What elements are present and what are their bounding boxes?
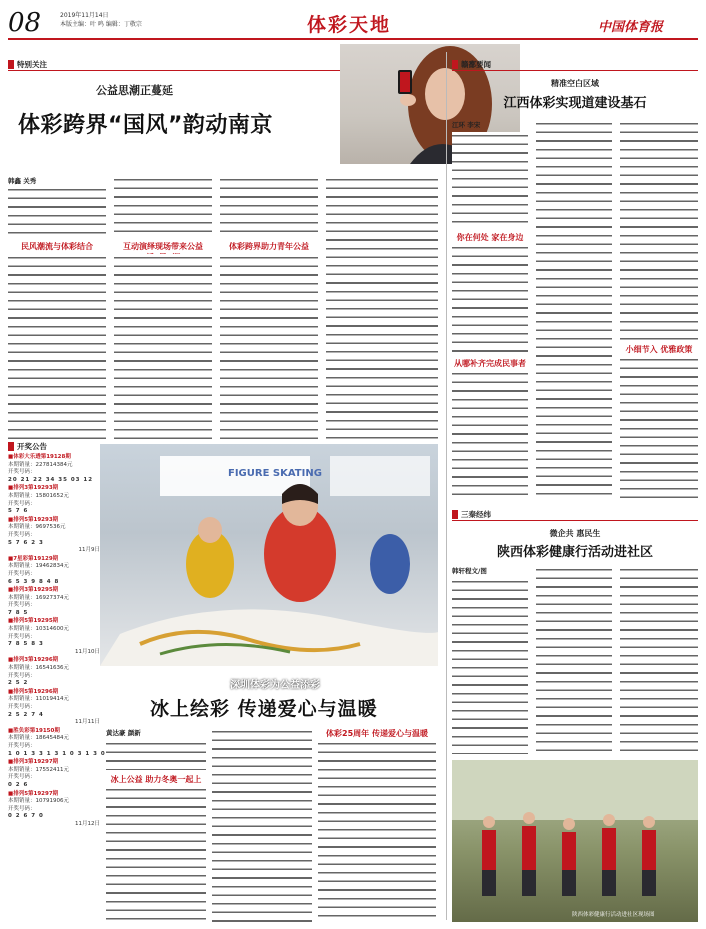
jiangxi-col3-text-a xyxy=(620,120,698,340)
nanjing-headline: 体彩跨界“国风”韵动南京 xyxy=(18,113,273,138)
jiangxi-rule xyxy=(452,70,698,71)
lottery-sales: 本期销量：16927374元 xyxy=(8,594,69,601)
lottery-block xyxy=(8,689,100,727)
lottery-numbers: 20 21 22 34 35 03 12 xyxy=(8,476,94,483)
lottery-numbers: 6 5 3 9 8 4 8 xyxy=(8,578,60,585)
nanjing-col3-text-b xyxy=(220,254,318,440)
sanqin-col2-text xyxy=(536,566,612,754)
nanjing-subhead-2: 互动演绎现场带来公益 xyxy=(123,242,203,251)
lottery-numbers-label: 开奖号码： xyxy=(8,570,36,577)
editor-line: 本版主编：叶 鸣 编辑：丁敬宗 xyxy=(60,21,142,28)
tag-special-focus: 特别关注 xyxy=(8,58,47,70)
lottery-title: ■胜负彩第19150期 xyxy=(8,727,60,734)
page-header xyxy=(0,0,706,46)
tag-lottery: 开奖公告 xyxy=(8,440,47,452)
jiangxi-byline: 江环 李宋 xyxy=(452,121,481,129)
nanjing-col1-text-a xyxy=(8,186,106,238)
lottery-block xyxy=(8,657,100,687)
lottery-date: 11月11日 xyxy=(75,719,100,726)
lottery-title: ■7星彩第19129期 xyxy=(8,555,59,562)
sanqin-photo-caption: 陕西体彩健康行活动进社区现场图 xyxy=(572,912,655,918)
sanqin-col3-text xyxy=(620,566,698,754)
lottery-numbers-label: 开奖号码： xyxy=(8,672,36,679)
lottery-title: ■排列5第19295期 xyxy=(8,618,59,625)
lottery-sales: 本期销量：16541636元 xyxy=(8,665,69,672)
lottery-block xyxy=(8,454,100,484)
lottery-sales: 本期销量：11019414元 xyxy=(8,696,69,703)
lottery-list xyxy=(8,454,106,830)
lottery-numbers-label: 开奖号码： xyxy=(8,704,36,710)
lottery-numbers: 2 5 2 7 4 xyxy=(8,711,44,718)
lottery-numbers-label: 开奖号码： xyxy=(8,742,36,749)
rink-board-text: FIGURE SKATING xyxy=(228,468,322,479)
tag-jiangxi: 赣鄱要闻 xyxy=(452,58,491,70)
jiangxi-headline: 江西体彩实现道建设基石 xyxy=(503,96,647,111)
shenzhen-col3-text xyxy=(318,740,436,922)
lottery-sales: 本期销量：10314600元 xyxy=(8,626,69,633)
sanqin-kicker: 微企共 惠民生 xyxy=(549,529,601,538)
nanjing-col3-text-a xyxy=(220,176,318,238)
lottery-numbers-label: 开奖号码： xyxy=(8,774,36,781)
page-number: 08 xyxy=(8,8,42,38)
lottery-sales: 本期销量：15801652元 xyxy=(8,492,69,499)
page-date: 2019年11月14日 xyxy=(60,12,109,19)
lottery-block xyxy=(8,517,100,555)
jiangxi-subhead-2: 从哪补齐完成民事者 xyxy=(454,359,526,368)
lottery-block xyxy=(8,485,100,515)
nanjing-col4-text xyxy=(326,176,438,440)
shenzhen-col1-text-a xyxy=(106,740,206,770)
community-exercise-illustration xyxy=(452,760,698,922)
lottery-numbers-label: 开奖号码： xyxy=(8,602,36,609)
header-rule xyxy=(8,38,698,40)
paper-logo: 中国体育报 xyxy=(598,20,664,35)
lottery-numbers: 0 2 6 xyxy=(8,781,29,788)
lottery-numbers-label: 开奖号码： xyxy=(8,633,36,640)
jiangxi-col1-text-c xyxy=(452,370,528,500)
nanjing-col1-text-b xyxy=(8,254,106,440)
lottery-numbers: 2 5 2 xyxy=(8,680,29,687)
nanjing-byline: 韩鑫 关秀 xyxy=(8,177,37,185)
lottery-sales: 本期销量：17552411元 xyxy=(8,766,69,773)
lottery-sales: 本期销量：9697536元 xyxy=(8,524,66,531)
sanqin-byline: 韩轩程文/图 xyxy=(452,567,487,575)
lottery-title: ■排列3第19297期 xyxy=(8,759,59,766)
nanjing-col2-text-a xyxy=(114,176,212,238)
shenzhen-subhead-1: 冰上公益 助力冬奥一起上 xyxy=(110,775,202,784)
sanqin-photo xyxy=(452,760,698,922)
lottery-block xyxy=(8,618,100,656)
lottery-sales: 本期销量：10791906元 xyxy=(8,798,69,805)
sanqin-headline: 陕西体彩健康行活动进社区 xyxy=(496,545,653,560)
lottery-date: 11月10日 xyxy=(75,648,100,655)
lottery-block xyxy=(8,727,106,758)
lottery-numbers: 5 7 6 2 3 xyxy=(8,539,44,546)
shenzhen-col2-text xyxy=(212,728,312,922)
jiangxi-col2-text xyxy=(536,120,612,500)
sanqin-rule xyxy=(452,520,698,521)
lottery-sales: 本期销量：18645484元 xyxy=(8,735,69,742)
nanjing-kicker: 公益思潮正蔓延 xyxy=(96,84,173,97)
lottery-title: ■排列3第19295期 xyxy=(8,587,59,594)
lottery-sales: 本期销量：19462834元 xyxy=(8,563,69,570)
nanjing-subhead-3: 体彩跨界助力青年公益 xyxy=(229,242,309,251)
lottery-date: 11月9日 xyxy=(78,547,100,554)
lottery-title: ■排列5第19296期 xyxy=(8,688,59,695)
shenzhen-headline: 冰上绘彩 传递爱心与温暖 xyxy=(150,698,378,720)
lottery-block xyxy=(8,759,100,789)
tag-sanqin: 三秦经纬 xyxy=(452,508,491,520)
lottery-title: ■体彩大乐透第19128期 xyxy=(8,454,71,460)
lottery-block xyxy=(8,587,100,617)
jiangxi-col3-text-b xyxy=(620,356,698,500)
lottery-title: ■排列5第19297期 xyxy=(8,790,59,797)
nanjing-subhead-1: 民风潮流与体彩结合 xyxy=(21,242,93,251)
shenzhen-subhead-2: 体彩25周年 传递爱心与温暖 xyxy=(326,729,428,738)
section-title: 体彩天地 xyxy=(307,14,392,36)
shenzhen-col1-text-b xyxy=(106,786,206,922)
jiangxi-subhead-3: 小细节入 优雅政策 xyxy=(625,345,693,354)
lottery-numbers-label: 开奖号码： xyxy=(8,469,36,476)
lottery-numbers-label: 开奖号码： xyxy=(8,531,36,538)
lottery-numbers: 7 8 5 xyxy=(8,609,29,616)
lottery-numbers: 0 2 6 7 0 xyxy=(8,813,44,820)
shenzhen-photo xyxy=(100,444,438,666)
lottery-numbers-label: 开奖号码： xyxy=(8,805,36,812)
lottery-title: ■排列5第19293期 xyxy=(8,516,59,523)
jiangxi-subhead-1: 你在何处 家在身边 xyxy=(456,233,524,242)
jiangxi-kicker: 精准空白区域 xyxy=(551,79,599,88)
shenzhen-kicker: 深圳体彩为公益添彩 xyxy=(230,680,320,691)
lottery-sales: 本期销量：227814384元 xyxy=(8,461,73,468)
lottery-title: ■排列3第19296期 xyxy=(8,657,59,664)
jiangxi-col1-text-b xyxy=(452,244,528,354)
lottery-numbers: 1 0 1 3 3 1 3 1 0 3 1 3 0 xyxy=(8,750,106,757)
right-column-divider xyxy=(446,52,447,920)
lottery-numbers: 7 8 5 8 3 xyxy=(8,641,44,648)
sanqin-col1-text xyxy=(452,578,528,754)
lottery-date: 11月12日 xyxy=(75,820,100,827)
lottery-numbers: 5 7 6 xyxy=(8,508,29,515)
lottery-title: ■排列3第19293期 xyxy=(8,485,59,492)
jiangxi-col1-text-a xyxy=(452,132,528,228)
shenzhen-byline: 黄达豪 颜新 xyxy=(106,729,141,737)
lottery-numbers-label: 开奖号码： xyxy=(8,500,36,507)
lottery-block xyxy=(8,556,100,586)
nanjing-col2-text-b xyxy=(114,254,212,440)
lottery-block xyxy=(8,791,100,829)
